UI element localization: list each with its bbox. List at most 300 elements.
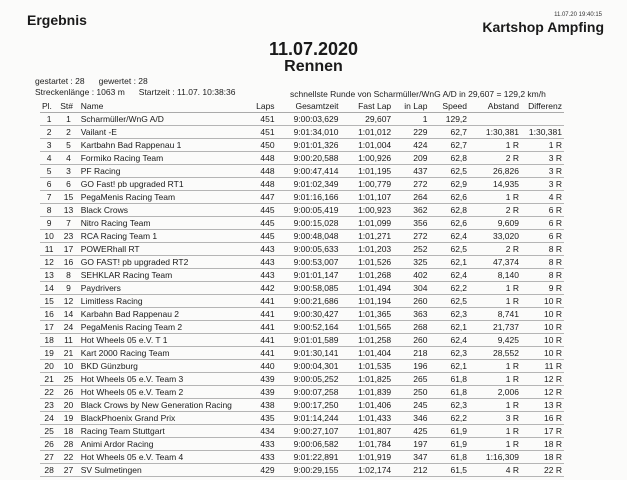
- col-name: Black Crows: [79, 204, 240, 217]
- col-in-lap: 196: [393, 360, 429, 373]
- col-fast-lap: 1:01,839: [340, 386, 393, 399]
- col-gap: 1 R: [469, 425, 521, 438]
- col-speed: 62,5: [429, 295, 469, 308]
- col-total-time: 9:01:14,244: [277, 412, 341, 425]
- col-speed: 62,1: [429, 360, 469, 373]
- col-diff: [521, 113, 564, 126]
- col-gap: 1:16,309: [469, 451, 521, 464]
- table-row: [40, 347, 564, 360]
- col-gap: 1 R: [469, 139, 521, 152]
- col-gap: 1 R: [469, 295, 521, 308]
- col-gap: 1 R: [469, 282, 521, 295]
- col-in-lap: 425: [393, 425, 429, 438]
- col-name: Paydrivers: [79, 282, 240, 295]
- col-total-time: 9:01:22,891: [277, 451, 341, 464]
- col-pl: 25: [40, 425, 58, 438]
- col-gap: 3 R: [469, 412, 521, 425]
- col-laps: 443: [240, 256, 276, 269]
- col-name: Kartbahn Bad Rappenau 1: [79, 139, 240, 152]
- header-col-pl: Pl.: [40, 100, 58, 113]
- col-fast-lap: 1:01,271: [340, 230, 393, 243]
- col-laps: 433: [240, 438, 276, 451]
- table-row: [40, 204, 564, 217]
- col-total-time: 9:00:21,686: [277, 295, 341, 308]
- col-in-lap: 325: [393, 256, 429, 269]
- col-in-lap: 347: [393, 451, 429, 464]
- col-speed: 61,9: [429, 425, 469, 438]
- col-total-time: 9:00:03,629: [277, 113, 341, 126]
- col-speed: 62,4: [429, 230, 469, 243]
- col-diff: 8 R: [521, 243, 564, 256]
- table-row: [40, 139, 564, 152]
- col-speed: 62,6: [429, 191, 469, 204]
- col-total-time: 9:00:05,633: [277, 243, 341, 256]
- col-fast-lap: 1:00,926: [340, 152, 393, 165]
- col-fast-lap: 1:01,526: [340, 256, 393, 269]
- col-total-time: 9:00:06,582: [277, 438, 341, 451]
- col-gap: 2 R: [469, 152, 521, 165]
- col-start-no: 21: [58, 347, 78, 360]
- col-gap: 1 R: [469, 399, 521, 412]
- results-table: [40, 100, 564, 477]
- col-pl: 3: [40, 139, 58, 152]
- col-total-time: 9:01:01,589: [277, 334, 341, 347]
- col-start-no: 14: [58, 308, 78, 321]
- header-col-name: Name: [79, 100, 240, 113]
- col-in-lap: 264: [393, 191, 429, 204]
- col-total-time: 9:00:17,250: [277, 399, 341, 412]
- col-fast-lap: 1:01,107: [340, 191, 393, 204]
- col-in-lap: 218: [393, 347, 429, 360]
- table-row: [40, 230, 564, 243]
- col-in-lap: 363: [393, 308, 429, 321]
- col-name: BlackPhoenix Grand Prix: [79, 412, 240, 425]
- col-pl: 23: [40, 399, 58, 412]
- col-speed: 61,5: [429, 464, 469, 477]
- col-speed: 129,2: [429, 113, 469, 126]
- col-start-no: 22: [58, 451, 78, 464]
- col-name: Hot Wheels 05 e.V. Team 3: [79, 373, 240, 386]
- col-start-no: 11: [58, 334, 78, 347]
- table-row: [40, 334, 564, 347]
- col-pl: 22: [40, 386, 58, 399]
- table-row: [40, 217, 564, 230]
- col-start-no: 9: [58, 282, 78, 295]
- col-name: RCA Racing Team 1: [79, 230, 240, 243]
- header-col-total-time: Gesamtzeit: [277, 100, 341, 113]
- col-speed: 62,3: [429, 347, 469, 360]
- print-timestamp: 11.07.20 19:40:15: [554, 12, 602, 18]
- started-count: gestartet : 28: [35, 76, 85, 86]
- col-gap: 1 R: [469, 191, 521, 204]
- col-pl: 6: [40, 178, 58, 191]
- table-row: [40, 178, 564, 191]
- col-start-no: 2: [58, 126, 78, 139]
- col-fast-lap: 1:01,919: [340, 451, 393, 464]
- col-fast-lap: 1:01,565: [340, 321, 393, 334]
- col-in-lap: 346: [393, 412, 429, 425]
- venue-name: Kartshop Ampfing: [482, 19, 604, 35]
- col-pl: 18: [40, 334, 58, 347]
- col-pl: 27: [40, 451, 58, 464]
- col-pl: 14: [40, 282, 58, 295]
- col-name: Hot Wheels 05 e.V. Team 2: [79, 386, 240, 399]
- start-time: Startzeit : 11.07. 10:38:36: [138, 87, 236, 97]
- col-name: POWERhall RT: [79, 243, 240, 256]
- col-speed: 62,8: [429, 152, 469, 165]
- col-start-no: 1: [58, 113, 78, 126]
- col-laps: 439: [240, 386, 276, 399]
- col-name: BKD Günzburg: [79, 360, 240, 373]
- col-total-time: 9:00:05,252: [277, 373, 341, 386]
- col-diff: 10 R: [521, 347, 564, 360]
- col-start-no: 16: [58, 256, 78, 269]
- table-row: [40, 464, 564, 477]
- table-row: [40, 412, 564, 425]
- col-diff: 22 R: [521, 464, 564, 477]
- col-diff: 6 R: [521, 204, 564, 217]
- col-start-no: 24: [58, 321, 78, 334]
- col-in-lap: 265: [393, 373, 429, 386]
- col-speed: 62,2: [429, 412, 469, 425]
- col-start-no: 13: [58, 204, 78, 217]
- col-name: GO Fast! pb upgraded RT1: [79, 178, 240, 191]
- col-diff: 9 R: [521, 282, 564, 295]
- col-diff: 18 R: [521, 438, 564, 451]
- col-start-no: 20: [58, 399, 78, 412]
- col-in-lap: 209: [393, 152, 429, 165]
- col-total-time: 9:00:20,588: [277, 152, 341, 165]
- col-diff: 10 R: [521, 308, 564, 321]
- col-pl: 2: [40, 126, 58, 139]
- col-pl: 20: [40, 360, 58, 373]
- col-fast-lap: 29,607: [340, 113, 393, 126]
- col-name: Animi Ardor Racing: [79, 438, 240, 451]
- col-laps: 441: [240, 334, 276, 347]
- col-gap: 1:30,381: [469, 126, 521, 139]
- col-diff: 11 R: [521, 360, 564, 373]
- col-gap: 1 R: [469, 360, 521, 373]
- col-in-lap: 229: [393, 126, 429, 139]
- col-pl: 17: [40, 321, 58, 334]
- col-gap: 28,552: [469, 347, 521, 360]
- col-in-lap: 424: [393, 139, 429, 152]
- col-speed: 62,5: [429, 243, 469, 256]
- col-speed: 62,3: [429, 308, 469, 321]
- table-row: [40, 308, 564, 321]
- col-start-no: 27: [58, 464, 78, 477]
- col-fast-lap: 1:01,406: [340, 399, 393, 412]
- col-pl: 15: [40, 295, 58, 308]
- col-gap: 14,935: [469, 178, 521, 191]
- col-pl: 9: [40, 217, 58, 230]
- fastest-lap-note: schnellste Runde von Scharmüller/WnG A/D in 29,607 = 129,2 km/h: [290, 89, 546, 99]
- col-speed: 61,9: [429, 438, 469, 451]
- table-row: [40, 451, 564, 464]
- col-fast-lap: 1:00,779: [340, 178, 393, 191]
- col-pl: 4: [40, 152, 58, 165]
- col-start-no: 28: [58, 438, 78, 451]
- col-in-lap: 252: [393, 243, 429, 256]
- col-start-no: 6: [58, 178, 78, 191]
- col-diff: 12 R: [521, 386, 564, 399]
- col-diff: 1:30,381: [521, 126, 564, 139]
- col-pl: 7: [40, 191, 58, 204]
- col-pl: 10: [40, 230, 58, 243]
- header-col-fast-lap: Fast Lap: [340, 100, 393, 113]
- col-fast-lap: 1:01,494: [340, 282, 393, 295]
- col-name: GO FAST! pb upgraded RT2: [79, 256, 240, 269]
- col-pl: 26: [40, 438, 58, 451]
- col-total-time: 9:00:48,048: [277, 230, 341, 243]
- col-in-lap: 245: [393, 399, 429, 412]
- col-speed: 61,8: [429, 386, 469, 399]
- col-pl: 21: [40, 373, 58, 386]
- col-laps: 448: [240, 152, 276, 165]
- col-fast-lap: 1:01,365: [340, 308, 393, 321]
- col-pl: 24: [40, 412, 58, 425]
- col-diff: 13 R: [521, 399, 564, 412]
- col-laps: 450: [240, 139, 276, 152]
- col-start-no: 4: [58, 152, 78, 165]
- col-gap: [469, 113, 521, 126]
- col-in-lap: 362: [393, 204, 429, 217]
- col-name: Scharmüller/WnG A/D: [79, 113, 240, 126]
- col-name: Limitless Racing: [79, 295, 240, 308]
- col-laps: 440: [240, 360, 276, 373]
- col-diff: 10 R: [521, 321, 564, 334]
- table-row: [40, 126, 564, 139]
- track-length: Streckenlänge : 1063 m: [35, 87, 125, 97]
- col-laps: 445: [240, 230, 276, 243]
- col-total-time: 9:01:01,326: [277, 139, 341, 152]
- col-pl: 8: [40, 204, 58, 217]
- col-laps: 451: [240, 113, 276, 126]
- col-name: PegaMenis Racing Team 2: [79, 321, 240, 334]
- table-row: [40, 360, 564, 373]
- document-title: Ergebnis: [27, 12, 87, 28]
- col-start-no: 19: [58, 412, 78, 425]
- col-name: Nitro Racing Team: [79, 217, 240, 230]
- col-speed: 62,9: [429, 178, 469, 191]
- col-fast-lap: 1:01,099: [340, 217, 393, 230]
- col-name: Formiko Racing Team: [79, 152, 240, 165]
- table-row: [40, 282, 564, 295]
- col-start-no: 10: [58, 360, 78, 373]
- col-fast-lap: 1:00,923: [340, 204, 393, 217]
- col-total-time: 9:01:16,166: [277, 191, 341, 204]
- col-diff: 10 R: [521, 334, 564, 347]
- col-laps: 443: [240, 243, 276, 256]
- col-diff: 6 R: [521, 217, 564, 230]
- col-in-lap: 402: [393, 269, 429, 282]
- col-diff: 6 R: [521, 230, 564, 243]
- col-start-no: 8: [58, 269, 78, 282]
- col-start-no: 18: [58, 425, 78, 438]
- col-fast-lap: 1:01,203: [340, 243, 393, 256]
- col-gap: 1 R: [469, 438, 521, 451]
- start-count-line: [35, 76, 162, 86]
- col-speed: 61,8: [429, 451, 469, 464]
- col-in-lap: 260: [393, 334, 429, 347]
- col-diff: 3 R: [521, 178, 564, 191]
- col-laps: 435: [240, 412, 276, 425]
- col-speed: 61,8: [429, 373, 469, 386]
- col-name: SV Sulmetingen: [79, 464, 240, 477]
- col-fast-lap: 1:01,807: [340, 425, 393, 438]
- session-name: Rennen: [284, 58, 343, 75]
- col-diff: 1 R: [521, 139, 564, 152]
- col-total-time: 9:01:30,141: [277, 347, 341, 360]
- col-fast-lap: 1:01,825: [340, 373, 393, 386]
- col-gap: 9,609: [469, 217, 521, 230]
- col-name: Hot Wheels 05 e.V. T 1: [79, 334, 240, 347]
- col-laps: 433: [240, 451, 276, 464]
- col-laps: 439: [240, 373, 276, 386]
- col-laps: 448: [240, 165, 276, 178]
- header-col-speed: Speed: [429, 100, 469, 113]
- col-in-lap: 268: [393, 321, 429, 334]
- header-col-diff: Differenz: [521, 100, 564, 113]
- table-row: [40, 321, 564, 334]
- col-speed: 62,5: [429, 165, 469, 178]
- col-in-lap: 356: [393, 217, 429, 230]
- col-speed: 62,4: [429, 269, 469, 282]
- col-speed: 62,3: [429, 399, 469, 412]
- col-gap: 1 R: [469, 373, 521, 386]
- col-diff: 3 R: [521, 165, 564, 178]
- col-laps: 429: [240, 464, 276, 477]
- col-total-time: 9:00:30,427: [277, 308, 341, 321]
- table-row: [40, 269, 564, 282]
- col-diff: 16 R: [521, 412, 564, 425]
- col-gap: 47,374: [469, 256, 521, 269]
- col-diff: 17 R: [521, 425, 564, 438]
- table-row: [40, 386, 564, 399]
- col-fast-lap: 1:01,004: [340, 139, 393, 152]
- col-fast-lap: 1:01,258: [340, 334, 393, 347]
- col-total-time: 9:01:34,010: [277, 126, 341, 139]
- col-start-no: 7: [58, 217, 78, 230]
- col-speed: 62,4: [429, 334, 469, 347]
- col-pl: 13: [40, 269, 58, 282]
- col-diff: 12 R: [521, 373, 564, 386]
- col-pl: 12: [40, 256, 58, 269]
- col-start-no: 23: [58, 230, 78, 243]
- col-in-lap: 260: [393, 295, 429, 308]
- col-pl: 16: [40, 308, 58, 321]
- col-start-no: 5: [58, 139, 78, 152]
- col-total-time: 9:00:27,107: [277, 425, 341, 438]
- col-pl: 1: [40, 113, 58, 126]
- header-col-start-no: St#: [58, 100, 78, 113]
- table-row: [40, 425, 564, 438]
- col-laps: 438: [240, 399, 276, 412]
- col-fast-lap: 1:01,535: [340, 360, 393, 373]
- col-gap: 2 R: [469, 204, 521, 217]
- col-fast-lap: 1:01,404: [340, 347, 393, 360]
- col-laps: 443: [240, 269, 276, 282]
- col-laps: 441: [240, 295, 276, 308]
- table-row: [40, 191, 564, 204]
- table-row: [40, 113, 564, 126]
- col-diff: 3 R: [521, 152, 564, 165]
- header-col-in-lap: in Lap: [393, 100, 429, 113]
- col-laps: 448: [240, 178, 276, 191]
- col-fast-lap: 1:01,012: [340, 126, 393, 139]
- col-laps: 441: [240, 308, 276, 321]
- col-start-no: 15: [58, 191, 78, 204]
- col-total-time: 9:00:04,301: [277, 360, 341, 373]
- col-fast-lap: 1:02,174: [340, 464, 393, 477]
- col-gap: 4 R: [469, 464, 521, 477]
- table-row: [40, 256, 564, 269]
- table-row: [40, 243, 564, 256]
- col-total-time: 9:00:15,028: [277, 217, 341, 230]
- classified-count: gewertet : 28: [98, 76, 148, 86]
- col-speed: 62,8: [429, 204, 469, 217]
- col-total-time: 9:00:05,419: [277, 204, 341, 217]
- col-speed: 62,6: [429, 217, 469, 230]
- col-start-no: 12: [58, 295, 78, 308]
- col-diff: 10 R: [521, 295, 564, 308]
- table-row: [40, 373, 564, 386]
- col-name: Racing Team Stuttgart: [79, 425, 240, 438]
- col-fast-lap: 1:01,433: [340, 412, 393, 425]
- col-fast-lap: 1:01,195: [340, 165, 393, 178]
- table-row: [40, 295, 564, 308]
- col-fast-lap: 1:01,268: [340, 269, 393, 282]
- col-pl: 28: [40, 464, 58, 477]
- col-in-lap: 437: [393, 165, 429, 178]
- track-info-line: [35, 87, 250, 97]
- col-fast-lap: 1:01,784: [340, 438, 393, 451]
- col-total-time: 9:00:29,155: [277, 464, 341, 477]
- table-row: [40, 152, 564, 165]
- race-date: 11.07.2020: [268, 39, 359, 59]
- col-in-lap: 304: [393, 282, 429, 295]
- col-name: Vailant -E: [79, 126, 240, 139]
- col-start-no: 26: [58, 386, 78, 399]
- col-diff: 4 R: [521, 191, 564, 204]
- col-total-time: 9:00:52,164: [277, 321, 341, 334]
- col-pl: 11: [40, 243, 58, 256]
- col-diff: 8 R: [521, 269, 564, 282]
- col-name: Karbahn Bad Rappenau 2: [79, 308, 240, 321]
- col-speed: 62,1: [429, 321, 469, 334]
- col-in-lap: 212: [393, 464, 429, 477]
- col-total-time: 9:00:58,085: [277, 282, 341, 295]
- col-speed: 62,2: [429, 282, 469, 295]
- col-laps: 447: [240, 191, 276, 204]
- col-gap: 2 R: [469, 243, 521, 256]
- table-row: [40, 165, 564, 178]
- col-laps: 451: [240, 126, 276, 139]
- col-gap: 26,826: [469, 165, 521, 178]
- col-name: SEHKLAR Racing Team: [79, 269, 240, 282]
- table-row: [40, 399, 564, 412]
- col-gap: 2,006: [469, 386, 521, 399]
- col-in-lap: 250: [393, 386, 429, 399]
- table-header-row: [40, 100, 564, 113]
- col-name: Black Crows by New Generation Racing: [79, 399, 240, 412]
- col-in-lap: 1: [393, 113, 429, 126]
- col-total-time: 9:00:53,007: [277, 256, 341, 269]
- col-laps: 445: [240, 204, 276, 217]
- col-start-no: 17: [58, 243, 78, 256]
- col-total-time: 9:01:02,349: [277, 178, 341, 191]
- col-start-no: 25: [58, 373, 78, 386]
